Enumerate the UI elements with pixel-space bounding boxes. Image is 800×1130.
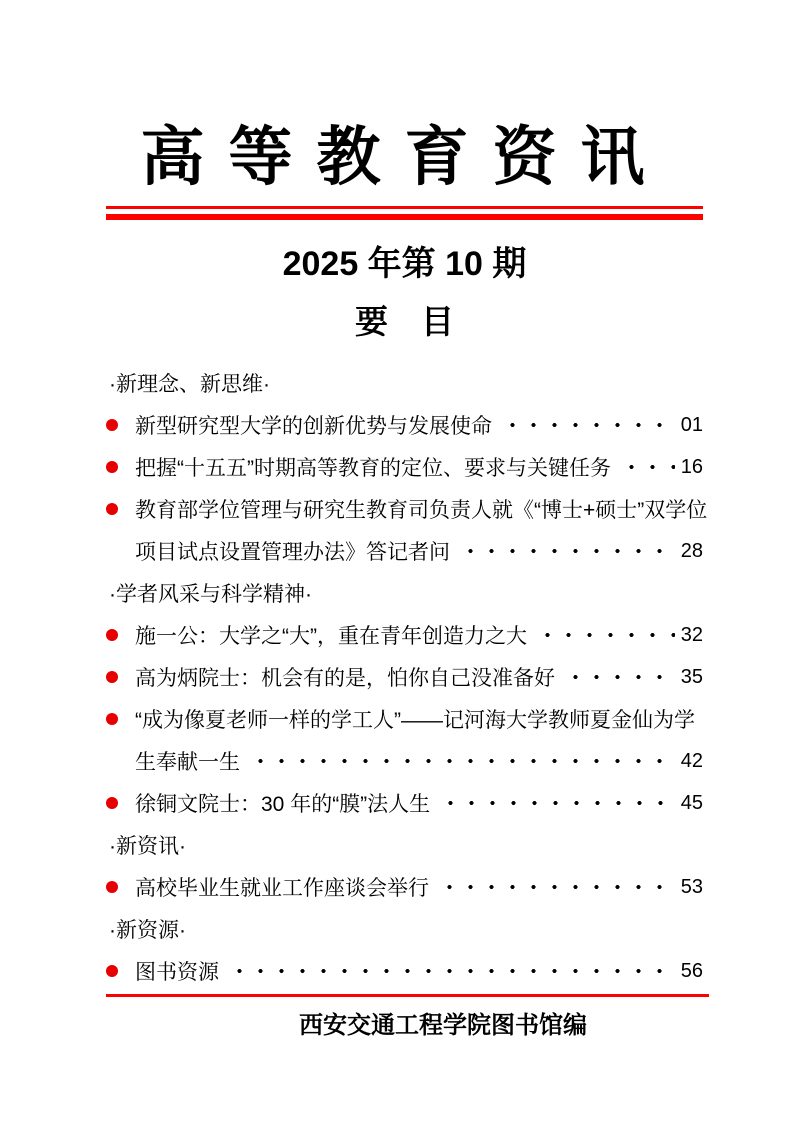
toc-item-title: 新型研究型大学的创新优势与发展使命 xyxy=(135,415,492,438)
bullet-icon xyxy=(106,461,118,473)
toc-section-resources xyxy=(106,908,703,950)
toc-item-title: 项目试点设置管理办法》答记者问 xyxy=(135,541,450,564)
dot-leader xyxy=(229,950,675,992)
toc-item-15th-five-year-plan xyxy=(106,446,703,488)
masthead-title: 高等教育资讯 xyxy=(140,120,669,195)
toc-item-research-universities xyxy=(106,404,703,446)
toc-item-dual-degree-line2 xyxy=(106,530,703,572)
page-number: 32 xyxy=(680,623,703,646)
bullet-icon xyxy=(106,419,118,431)
masthead-rule-thin xyxy=(106,206,703,209)
dot-leader xyxy=(621,446,675,488)
section-label: ·学者风采与科学精神· xyxy=(109,583,312,606)
bullet-icon xyxy=(106,965,118,977)
toc-item-book-resources xyxy=(106,950,703,992)
toc-item-xia-jinxian-line2 xyxy=(106,740,703,782)
publisher-line: 西安交通工程学院图书馆编 xyxy=(299,1012,587,1039)
page-number: 28 xyxy=(680,539,703,562)
bullet-icon xyxy=(106,713,118,725)
toc-item-title: 高为炳院士：机会有的是，怕你自己没准备好 xyxy=(135,667,555,690)
dot-leader xyxy=(460,530,675,572)
toc-item-xia-jinxian-line1 xyxy=(106,698,703,740)
bullet-icon xyxy=(106,797,118,809)
section-label: ·新理念、新思维· xyxy=(109,373,270,396)
toc-item-title: 教育部学位管理与研究生教育司负责人就《“博士+硕士”双学位 xyxy=(135,499,708,522)
toc-item-graduate-employment xyxy=(106,866,703,908)
page-number: 53 xyxy=(680,875,703,898)
issue-line: 2025 年第 10 期 xyxy=(282,245,527,283)
toc-item-title: 徐铜文院士：30 年的“膜”法人生 xyxy=(135,793,431,816)
dot-leader xyxy=(440,782,675,824)
toc-item-shi-yigong xyxy=(106,614,703,656)
toc-item-title: 生奉献一生 xyxy=(135,751,240,774)
masthead-rule-thick xyxy=(106,214,703,220)
dot-leader xyxy=(502,404,675,446)
toc-section-news xyxy=(106,824,703,866)
dot-leader xyxy=(250,740,675,782)
section-label: ·新资源· xyxy=(109,919,186,942)
toc-item-title: 把握“十五五”时期高等教育的定位、要求与关键任务 xyxy=(135,457,611,480)
table-of-contents xyxy=(106,362,708,992)
toc-item-title: 施一公：大学之“大”，重在青年创造力之大 xyxy=(135,625,527,648)
bullet-icon xyxy=(106,881,118,893)
toc-item-xu-tongwen xyxy=(106,782,703,824)
page-number: 16 xyxy=(680,455,703,478)
dot-leader xyxy=(537,614,675,656)
dot-leader xyxy=(439,866,675,908)
toc-item-title: “成为像夏老师一样的学工人”——记河海大学教师夏金仙为学 xyxy=(135,709,695,732)
toc-item-title: 图书资源 xyxy=(135,961,219,984)
dot-leader xyxy=(565,656,675,698)
page-number: 01 xyxy=(680,413,703,436)
section-label: ·新资讯· xyxy=(109,835,186,858)
toc-item-title: 高校毕业生就业工作座谈会举行 xyxy=(135,877,429,900)
page-number: 42 xyxy=(680,749,703,772)
toc-item-dual-degree-line1 xyxy=(106,488,708,530)
page-number: 56 xyxy=(680,959,703,982)
page-number: 45 xyxy=(680,791,703,814)
footer-rule xyxy=(106,994,709,997)
toc-item-gao-weibing xyxy=(106,656,703,698)
bullet-icon xyxy=(106,671,118,683)
toc-section-scholars xyxy=(106,572,703,614)
page-number: 35 xyxy=(680,665,703,688)
contents-heading: 要 目 xyxy=(355,302,454,341)
toc-section-new-ideas xyxy=(106,362,703,404)
bullet-icon xyxy=(106,503,118,515)
bullet-icon xyxy=(106,629,118,641)
